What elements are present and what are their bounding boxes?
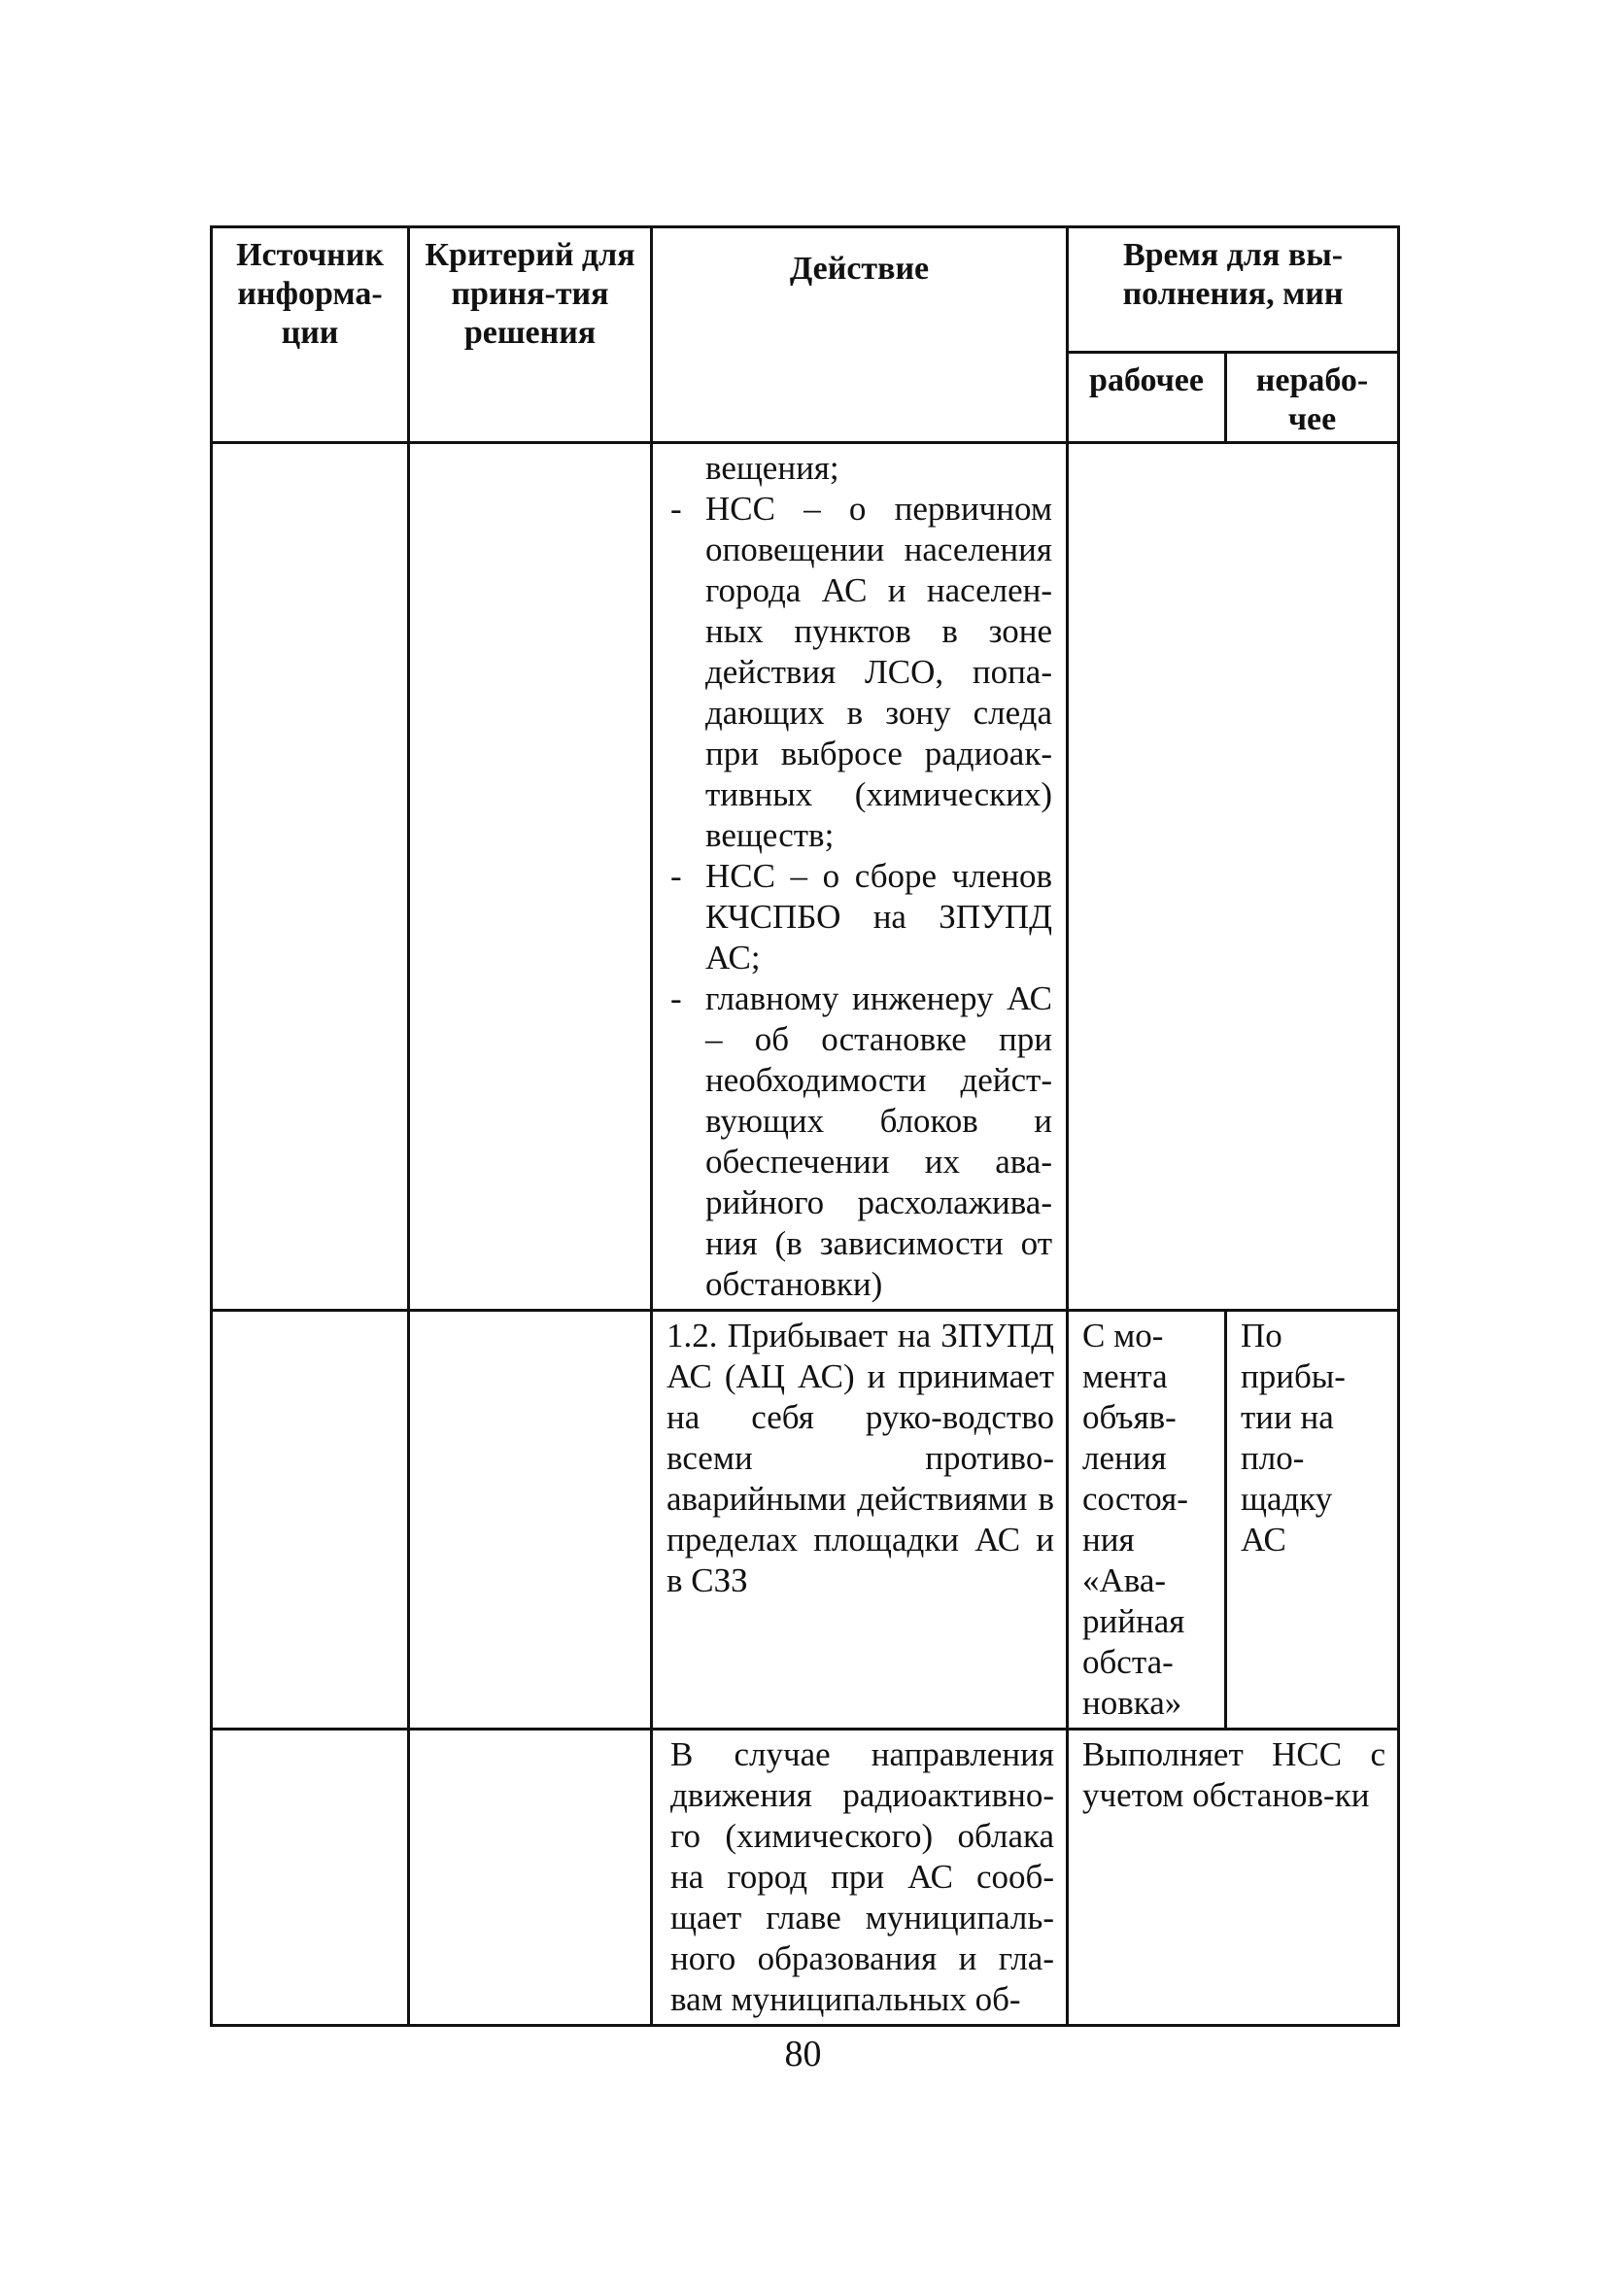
- time-cell: [1068, 1730, 1399, 2026]
- action-text: 1.2. Прибывает на ЗПУПД АС (АЦ АС) и принимает на себя руко-водство всеми противо-аварийными действиями в пределах площадки АС и в СЗЗ: [666, 1317, 1054, 1599]
- page-number: 80: [784, 2034, 822, 2074]
- header-time: Время для вы-полнения, мин: [1068, 227, 1399, 353]
- source-cell: [212, 443, 409, 1311]
- criterion-cell: [409, 1730, 652, 2026]
- header-nonworking: нерабо-чее: [1226, 353, 1399, 443]
- action-intro: вещения;: [705, 449, 839, 487]
- header-source: Источник информа-ции: [212, 227, 409, 443]
- nonworking-time-text: По прибы-тии на пло-щадку АС: [1241, 1317, 1346, 1559]
- working-time-cell: [1068, 1311, 1226, 1730]
- list-item: - НСС – о сборе членов КЧСПБО на ЗПУПД АС;: [663, 856, 1052, 978]
- working-time-text: С мо-мента объяв-ления состоя-ния «Ава-рийная обста-новка»: [1082, 1317, 1188, 1722]
- source-cell: [212, 1730, 409, 2026]
- nonworking-time-cell: [1226, 1311, 1399, 1730]
- action-cell: [652, 443, 1068, 1311]
- source-cell: [212, 1311, 409, 1730]
- list-item: - НСС – о первичном оповещении населения города АС и населен-ных пунктов в зоне действия ЛСО, попа-дающих в зону следа при выбросе радиоак-тивных (химических) веществ;: [663, 489, 1052, 856]
- time-text: Выполняет НСС с учетом обстанов-ки: [1082, 1735, 1386, 1814]
- table-row: [212, 1311, 1399, 1730]
- criterion-cell: [409, 1311, 652, 1730]
- table-row: [212, 1730, 1399, 2026]
- action-cell: [652, 1730, 1068, 2026]
- list-item: - главному инженеру АС – об остановке при необходимости дейст-вующих блоков и обеспечении их ава-рийного расхолажива-ния (в зависимости от обстановки): [663, 978, 1052, 1305]
- action-cell: [652, 1311, 1068, 1730]
- header-working: рабочее: [1068, 353, 1226, 443]
- criterion-cell: [409, 443, 652, 1311]
- header-action: Действие: [652, 227, 1068, 443]
- time-cell: [1068, 443, 1399, 1311]
- action-table: [210, 225, 1400, 2027]
- table-row: [212, 443, 1399, 1311]
- header-criterion: Критерий для приня-тия решения: [409, 227, 652, 443]
- action-text: В случае направления движения радиоактивно-го (химического) облака на город при АС сооб-щает главе муниципаль-ного образования и гла-вам муниципальных об-: [670, 1735, 1054, 2018]
